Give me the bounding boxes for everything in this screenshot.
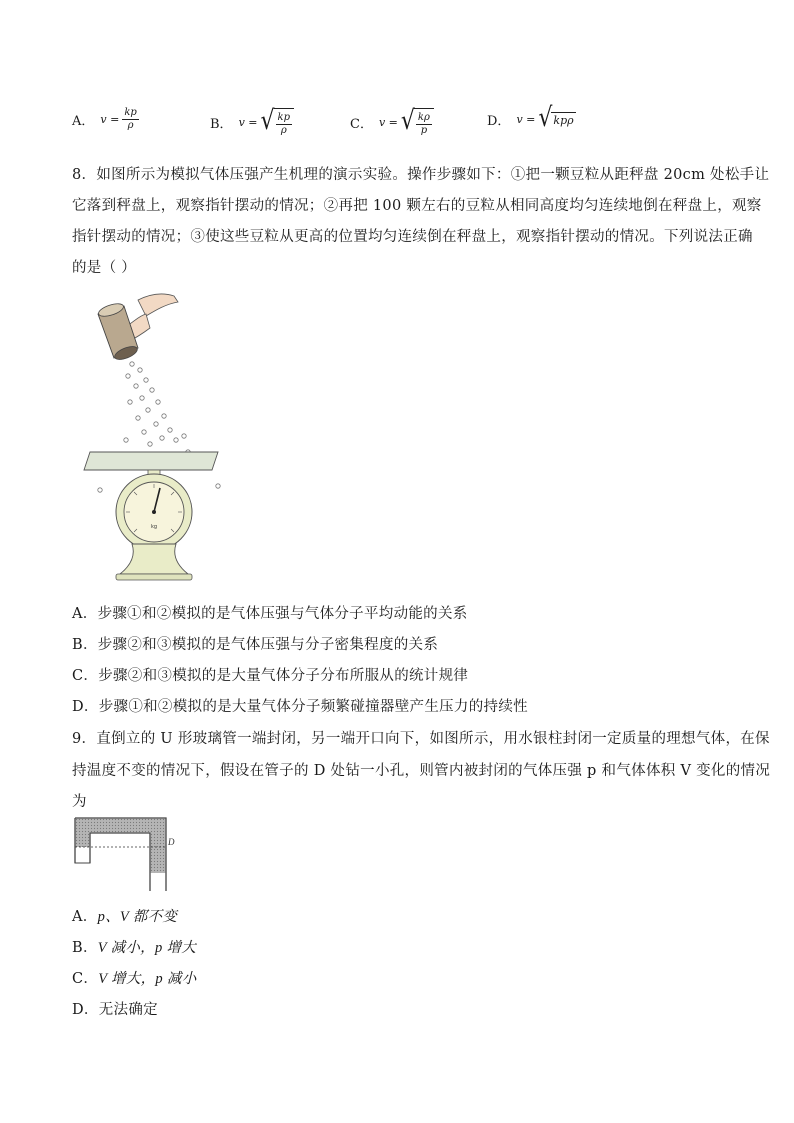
fraction: $\frac{kp}{\rho}$	[277, 112, 290, 136]
q9-option-b[interactable]: B．V 减小，p 增大	[72, 940, 197, 956]
q8-option-d[interactable]: D．步骤①和②模拟的是大量气体分子频繁碰撞器壁产生压力的持续性	[72, 699, 528, 715]
fraction: $\frac{kp}{\rho}$	[124, 107, 137, 131]
u-tube-figure	[72, 815, 182, 895]
q8-stem-line-1: 8．如图所示为模拟气体压强产生机理的演示实验。操作步骤如下：①把一颗豆粒从距秤盘 20cm 处松手让	[72, 167, 770, 183]
scale-unit-label: kg	[151, 524, 158, 530]
fraction: $\frac{k\rho}{p}$	[417, 112, 430, 136]
scale-pan	[84, 452, 218, 470]
q9-option-c[interactable]: C．V 增大，p 减小	[72, 971, 197, 987]
q9-option-d[interactable]: D．无法确定	[72, 1002, 158, 1018]
option-label: C．	[350, 116, 373, 132]
q7-option-b[interactable]: B． v = √ $\frac{kp}{\rho}$	[210, 108, 294, 136]
option-label: B．	[210, 116, 233, 132]
q9-stem-line-1: 9．直倒立的 U 形玻璃管一端封闭，另一端开口向下，如图所示，用水银柱封闭一定质量的理想气体，在保	[72, 731, 770, 747]
bean-scale-figure	[80, 290, 230, 590]
square-root: √ kpρ	[538, 103, 574, 134]
q9-stem-line-2: 持温度不变的情况下，假设在管子的 D 处钻一小孔，则管内被封闭的气体压强 p 和气体体积 V 变化的情况	[72, 763, 771, 779]
scale-base	[120, 544, 188, 574]
square-root: √ $\frac{k\rho}{p}$	[401, 108, 434, 136]
option-label: A．	[72, 114, 95, 129]
q8-option-a[interactable]: A．步骤①和②模拟的是气体压强与气体分子平均动能的关系	[72, 606, 468, 622]
q9-option-a[interactable]: A．p、V 都不变	[72, 909, 178, 925]
q9-stem-line-3: 为	[72, 794, 87, 810]
q8-stem-line-3: 指针摆动的情况；③使这些豆粒从更高的位置均匀连续倒在秤盘上，观察指针摆动的情况。下列说法正确	[72, 229, 753, 245]
q8-option-b[interactable]: B．步骤②和③模拟的是气体压强与分子密集程度的关系	[72, 637, 439, 653]
mercury-right	[150, 833, 166, 873]
q8-option-c[interactable]: C．步骤②和③模拟的是大量气体分子分布所服从的统计规律	[72, 668, 469, 684]
q8-stem-line-2: 它落到秤盘上，观察指针摆动的情况；②再把 100 颗左右的豆粒从相同高度均匀连续地倒在秤盘上，观察	[72, 198, 762, 214]
q7-option-c[interactable]: C． v = √ $\frac{k\rho}{p}$	[350, 108, 434, 136]
hand	[138, 294, 178, 316]
option-label: D．	[487, 113, 511, 129]
q8-stem-line-4: 的是（ ）	[72, 260, 137, 276]
q7-option-a[interactable]: A． v = $\frac{kp}{\rho}$	[72, 107, 137, 131]
q7-option-d[interactable]: D． v = √ kpρ	[487, 103, 574, 134]
square-root: √ $\frac{kp}{\rho}$	[261, 108, 295, 136]
mercury-top	[75, 818, 166, 833]
mercury-left	[75, 833, 90, 847]
point-d-label: D	[168, 837, 175, 847]
